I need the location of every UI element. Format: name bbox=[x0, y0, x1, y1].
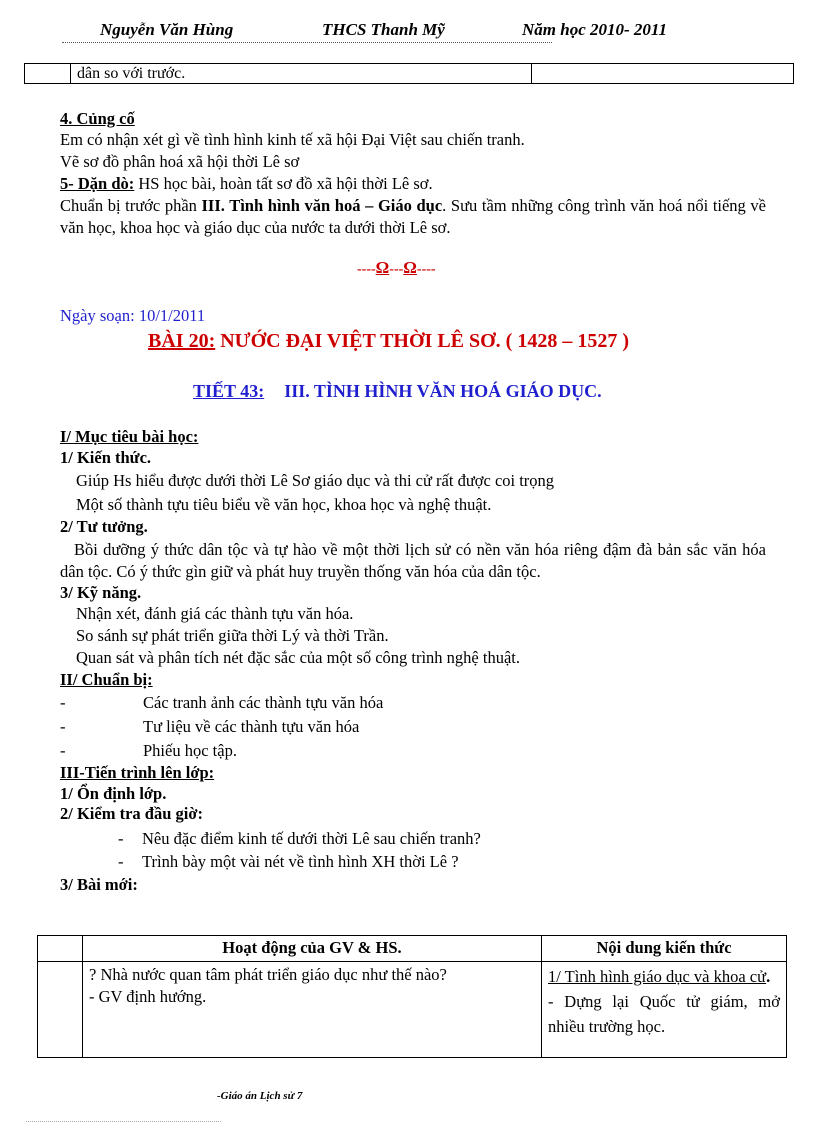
content-text: - Dựng lại Quốc tử giám, mở nhiều trường học. bbox=[548, 992, 780, 1036]
activity-question: ? Nhà nước quan tâm phát triển giáo dục như thế nào? bbox=[89, 965, 447, 984]
prepare-item: - Phiếu học tập. bbox=[60, 741, 237, 760]
homework-text: HS học bài, hoàn tất sơ đồ xã hội thời Lê sơ. bbox=[134, 174, 433, 193]
skill-item: Nhận xét, đánh giá các thành tựu văn hóa. bbox=[76, 604, 354, 623]
consolidate-line-2: Vẽ sơ đồ phân hoá xã hội thời Lê sơ bbox=[60, 152, 300, 171]
skill-title: 3/ Kỹ năng. bbox=[60, 583, 142, 602]
process-step-3: 3/ Bài mới: bbox=[60, 875, 138, 894]
prep-date: Ngày soạn: 10/1/2011 bbox=[60, 306, 206, 325]
separator-ornament: ----Ω---Ω---- bbox=[357, 258, 436, 277]
lesson-title: BÀI 20: NƯỚC ĐẠI VIỆT THỜI LÊ SƠ. ( 1428 – 1527 ) bbox=[148, 330, 630, 352]
period-label: TIẾT 43: bbox=[193, 381, 265, 401]
process-title: III-Tiến trình lên lớp: bbox=[60, 763, 215, 782]
objectives-title: I/ Mục tiêu bài học: bbox=[60, 427, 199, 446]
lesson-table bbox=[37, 935, 787, 1058]
knowledge-title: 1/ Kiến thức. bbox=[60, 448, 152, 467]
col-header-activity: Hoạt động của GV & HS. bbox=[83, 936, 542, 962]
thought-title: 2/ Tư tưởng. bbox=[60, 517, 148, 536]
footer-note: -Giáo án Lịch sử 7 bbox=[217, 1090, 303, 1102]
header-dotted-rule bbox=[62, 42, 552, 43]
lesson-label: BÀI 20: bbox=[148, 330, 216, 352]
knowledge-item: Một số thành tựu tiêu biểu về văn học, khoa học và nghệ thuật. bbox=[76, 495, 492, 514]
homework-line bbox=[60, 173, 433, 195]
homework-label: 5- Dặn dò: bbox=[60, 174, 135, 193]
content-title: 1/ Tình hình giáo dục và khoa cử. bbox=[548, 967, 771, 986]
homework-prep-section: III. Tình hình văn hoá – Giáo dục bbox=[201, 196, 443, 215]
top-table-cell: dân so với trước. bbox=[71, 64, 532, 84]
header-author: Nguyễn Văn Hùng bbox=[100, 20, 234, 39]
ornament-icon: Ω bbox=[403, 258, 417, 277]
footer-rule bbox=[26, 1121, 221, 1122]
prepare-title: II/ Chuẩn bị: bbox=[60, 670, 153, 689]
check-question: - Trình bày một vài nét về tình hình XH thời Lê ? bbox=[118, 852, 459, 871]
col-header-content: Nội dung kiến thức bbox=[542, 936, 787, 962]
skill-item: Quan sát và phân tích nét đặc sắc của một số công trình nghệ thuật. bbox=[76, 648, 520, 667]
thought-text: Bồi dưỡng ý thức dân tộc và tự hào về một thời lịch sử có nền văn hóa riêng đậm đà bản sắc văn hóa dân tộc. Có ý thức gìn giữ và phát huy truyền thống văn hóa của dân tộc. bbox=[60, 540, 766, 581]
prepare-item: - Tư liệu về các thành tựu văn hóa bbox=[60, 717, 360, 736]
ornament-icon: Ω bbox=[375, 258, 390, 277]
check-question: - Nêu đặc điểm kinh tế dưới thời Lê sau chiến tranh? bbox=[118, 829, 481, 848]
activity-guide: - GV định hướng. bbox=[89, 987, 207, 1006]
prepare-item: - Các tranh ảnh các thành tựu văn hóa bbox=[60, 693, 384, 712]
header-year: Năm học 2010- 2011 bbox=[522, 20, 667, 39]
content-cell bbox=[542, 962, 787, 1058]
consolidate-line-1: Em có nhận xét gì về tình hình kinh tế xã hội Đại Việt sau chiến tranh. bbox=[60, 130, 525, 149]
process-step-2: 2/ Kiểm tra đầu giờ: bbox=[60, 804, 203, 823]
header-school: THCS Thanh Mỹ bbox=[322, 20, 445, 39]
process-step-1: 1/ Ổn định lớp. bbox=[60, 784, 167, 803]
period-title: TIẾT 43: III. TÌNH HÌNH VĂN HOÁ GIÁO DỤC. bbox=[193, 381, 602, 401]
homework-prep: Chuẩn bị trước phần III. Tình hình văn hoá – Giáo dục. Sưu tầm những công trình văn hoá nổi tiếng về văn học, khoa học và giáo dục của nước ta dưới thời Lê sơ. bbox=[60, 196, 766, 237]
skill-item: So sánh sự phát triển giữa thời Lý và thời Trần. bbox=[76, 626, 389, 645]
consolidate-title: 4. Củng cố bbox=[60, 109, 135, 128]
top-table bbox=[24, 63, 794, 84]
activity-cell bbox=[83, 962, 542, 1058]
knowledge-item: Giúp Hs hiểu được dưới thời Lê Sơ giáo dục và thi cử rất được coi trọng bbox=[76, 471, 555, 490]
